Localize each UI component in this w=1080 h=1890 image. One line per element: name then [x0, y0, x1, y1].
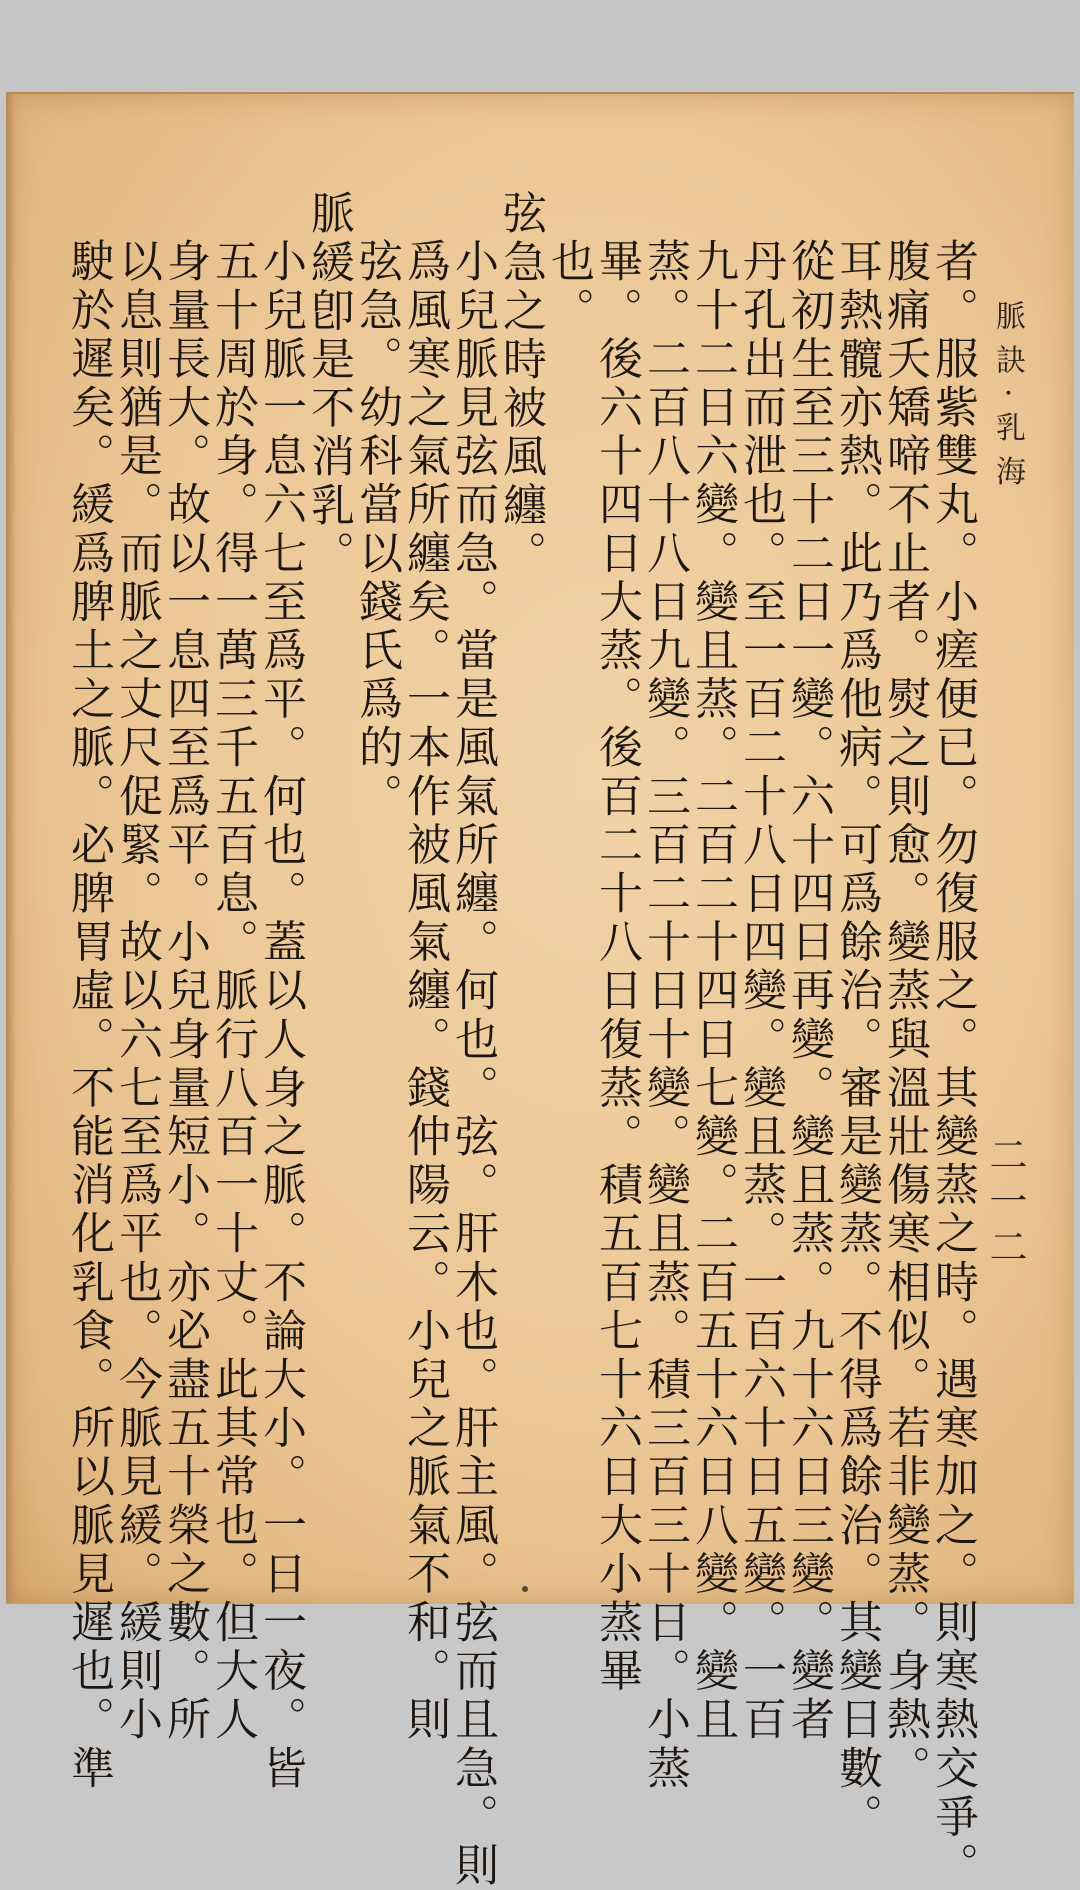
text-column: 耳熱髖亦熱。此乃爲他病。可爲餘治。審是變蒸。不得爲餘治。其變日數。 — [831, 238, 882, 1842]
text-column: 駛於遲矣。緩爲脾土之脈。必脾胃虛。不能消化乳食。所以脈見遲也。準 — [63, 238, 114, 1794]
text-column: 蒸。二百八十八日九變。三百二十日十變。變且蒸。積三百三十日。小蒸 — [639, 238, 690, 1794]
text-column: 爲風寒之氣所纏矣。一本作被風氣纏。錢仲陽云。小兒之脈氣不和。則 — [399, 238, 450, 1745]
verse-heading: 弦急之時被風纏。 — [495, 190, 546, 579]
text-column: 腹痛夭矯啼不止者。熨之則愈。變蒸與溫壯傷寒相似。若非變蒸。身熱。 — [879, 238, 930, 1794]
page-speck — [522, 1586, 528, 1592]
text-column: 五十周於身。得一萬三千五百息。脈行八百一十丈。此其常也。但大人 — [207, 238, 258, 1745]
text-column: 者。服紫雙丸。小瘥便已。勿復服之。其變蒸之時。遇寒加之。則寒熱交爭。 — [927, 238, 978, 1890]
text-column: 九十二日六變。變且蒸。二百二十四日七變。二百五十六日八變。變且 — [687, 238, 738, 1745]
text-column: 畢。後六十四日大蒸。後百二十八日復蒸。積五百七十六日大小蒸畢 — [591, 238, 642, 1696]
text-column: 小兒脈見弦而急。當是風氣所纏。何也。弦。肝木也。肝主風。弦而且急。則 — [447, 238, 498, 1890]
text-column: 以息則猶是。而脈之丈尺促緊。故以六七至爲平也。今脈見緩。緩則小 — [111, 238, 162, 1745]
text-column: 也。 — [543, 238, 594, 336]
text-column: 丹孔出而泄也。至一百二十八日四變。變且蒸。一百六十日五變。一百 — [735, 238, 786, 1745]
text-column: 弦急。幼科當以錢氏爲的。 — [351, 238, 402, 822]
text-column: 從初生至三十二日一變。六十四日再變。變且蒸。九十六日三變。變者 — [783, 238, 834, 1745]
running-header: 脈訣·乳海 — [990, 300, 1025, 500]
verse-heading: 脈緩卽是不消乳。 — [303, 190, 354, 579]
text-column: 身量長大。故以一息四至爲平。小兒身量短小。亦必盡五十榮之數。所 — [159, 238, 210, 1745]
page-number: 二一二 — [983, 1135, 1027, 1273]
page-gutter-shadow — [6, 92, 16, 1602]
text-column: 小兒脈一息六七至爲平。何也。蓋以人身之脈。不論大小。一日一夜。皆 — [255, 238, 306, 1794]
